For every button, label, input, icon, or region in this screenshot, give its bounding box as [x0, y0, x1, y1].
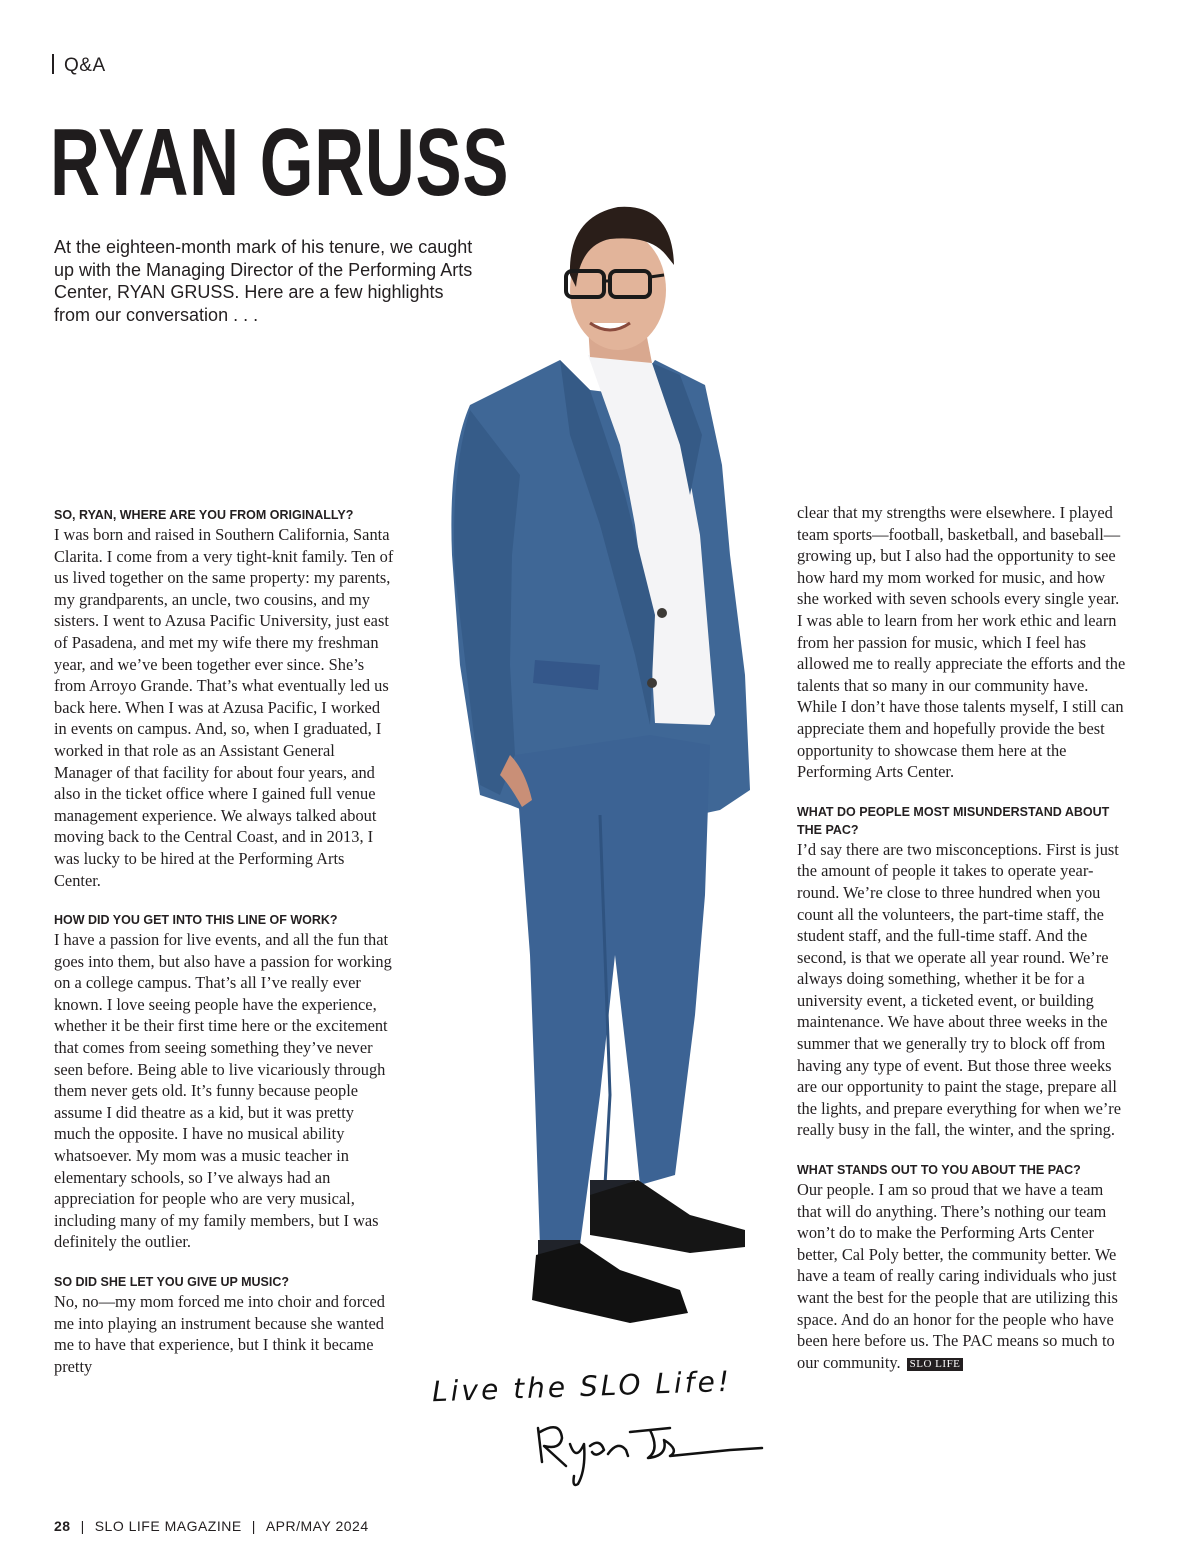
magazine-name: SLO LIFE MAGAZINE [94, 1518, 242, 1534]
question-heading: WHAT DO PEOPLE MOST MISUNDERSTAND ABOUT THE PAC? [797, 804, 1110, 837]
portrait-photo [440, 195, 770, 1330]
page-title: RYAN GRUSS [50, 109, 510, 216]
question-heading: HOW DID YOU GET INTO THIS LINE OF WORK? [54, 913, 338, 928]
end-mark-badge: SLO LIFE [907, 1358, 964, 1371]
left-column [54, 506, 394, 1397]
footer-separator: | [251, 1518, 256, 1534]
question-heading: SO DID SHE LET YOU GIVE UP MUSIC? [54, 1275, 289, 1289]
answer-text: I was born and raised in Southern California, Santa Clarita. I come from a very tight-knit family. Ten of us lived together on the same property: my parents, my grandparents, an uncle, two cousins, and my sisters. I went to Azusa Pacific University, just east of Pasadena, and met my wife there my freshman year, and we’ve been together ever since. She’s from Arroyo Grande. That’s what eventually led us back here. When I was at Azusa Pacific, I worked in events on campus. And, so, when I graduated, I worked in that role as an Assistant General Manager of that facility for about four years, and also in the ticket office where I gained full venue management experience. We always talked about moving back to the Central Coast, and in 2013, I was lucky to be hired at the Performing Arts Center. [54, 525, 394, 890]
answer-text: I’d say there are two misconceptions. First is just the amount of people it takes to operate year-round. We’re close to three hundred when you count all the volunteers, the part-time staff, the student staff, and the full-time staff. And the second, is that we operate all year round. We’re always doing something, whether it be for a university event, a ticketed event, or building maintenance. We have about three weeks in the summer that we generally try to block off from having any type of event. But those three weeks are our opportunity to paint the stage, prepare all the lights, and prepare everything for when we’re really busy in the fall, the winter, and the spring. [797, 839, 1122, 1140]
shoe [590, 1180, 745, 1253]
page-number: 28 [54, 1518, 71, 1534]
trousers [515, 735, 710, 1247]
question-heading: WHAT STANDS OUT TO YOU ABOUT THE PAC? [797, 1163, 1081, 1178]
signature-graphic [530, 1410, 770, 1490]
button [657, 608, 667, 618]
question-heading: SO, RYAN, WHERE ARE YOU FROM ORIGINALLY? [54, 508, 354, 522]
page-footer [54, 1518, 369, 1534]
answer-text [797, 1179, 1127, 1373]
right-column [797, 502, 1127, 1393]
sleeve [454, 410, 520, 795]
section-divider [52, 54, 54, 74]
answer-text: No, no—my mom forced me into choir and forced me into playing an instrument because she wanted me to have that experience, but I think it became pretty [54, 1292, 385, 1376]
section-label: Q&A [64, 55, 106, 76]
shoe [532, 1243, 688, 1323]
answer-body: Our people. I am so proud that we have a team that will do anything. There’s nothing our team won’t do to make the Performing Arts Center better, Cal Poly better, the community better. We have a team of really caring individuals who just want the best for the people that are utilizing this space. And do an honor for the people who have been here before us. The PAC means so much to our community. [797, 1180, 1118, 1372]
button [647, 678, 657, 688]
intro-paragraph: At the eighteen-month mark of his tenure, we caught up with the Managing Director of the Performing Arts Center, RYAN GRUSS. Here are a few highlights from our conversation . . . [54, 237, 473, 325]
answer-text: clear that my strengths were elsewhere. I played team sports—football, basketball, and baseball—growing up, but I also had the opportunity to see how hard my mom worked for music, and how she worked with seven schools every single year. I was able to learn from her work ethic and learn from her passion for music, which I feel has allowed me to really appreciate the efforts and the talents that so many in our community have. While I don’t have those talents myself, I still can appreciate them and hopefully provide the best opportunity to showcase them here at the Performing Arts Center. [797, 503, 1126, 782]
section-tag [52, 54, 106, 77]
issue-date: APR/MAY 2024 [265, 1518, 369, 1534]
handwritten-note: Live the SLO Life! [431, 1364, 733, 1409]
footer-separator: | [80, 1518, 85, 1534]
answer-text: I have a passion for live events, and all the fun that goes into them, but also have a passion for working on a college campus. That’s all I’ve really ever known. I love seeing people have the experience, whether it be their first time here or the excitement that comes from seeing something they’ve never seen before. Being able to live vicariously through them never gets old. It’s funny because people assume I did theatre as a kid, but it was pretty much the opposite. I have no musical ability whatsoever. My mom was a music teacher in elementary schools, so I’ve always had an appreciation for people who are very musical, including many of my family members, but I was definitely the outlier. [54, 930, 392, 1252]
